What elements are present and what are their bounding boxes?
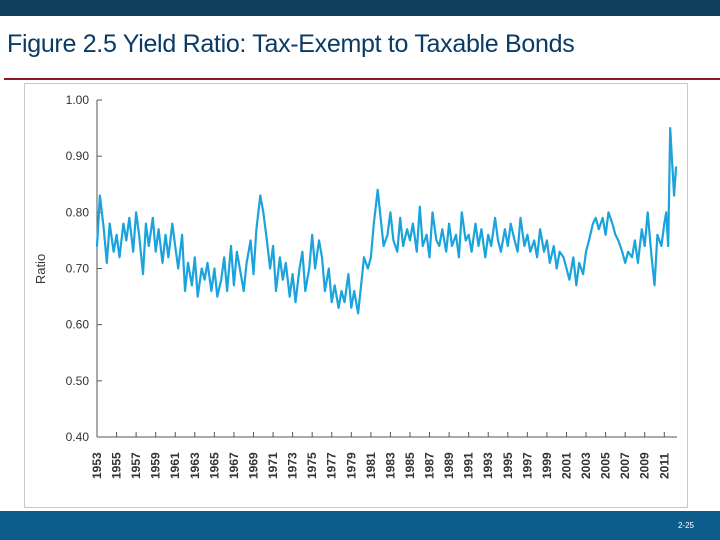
series-line — [97, 128, 676, 313]
data-point — [407, 229, 408, 230]
x-tick-label: 1985 — [402, 452, 417, 479]
x-tick-label: 1963 — [187, 452, 202, 479]
data-point — [211, 290, 212, 291]
y-tick-label: 0.70 — [65, 261, 89, 276]
data-point — [491, 245, 492, 246]
data-point — [204, 279, 205, 280]
y-tick-label: 1.00 — [65, 93, 89, 107]
yield-ratio-chart — [25, 84, 687, 507]
data-point — [230, 245, 231, 246]
data-point — [468, 234, 469, 235]
bottom-banner — [0, 511, 720, 540]
x-tick-label: 1971 — [266, 452, 281, 479]
data-point — [344, 302, 345, 303]
x-tick-label: 1969 — [246, 452, 261, 479]
data-point — [573, 257, 574, 258]
data-point — [227, 290, 228, 291]
data-point — [631, 257, 632, 258]
chart-frame — [24, 83, 688, 508]
x-tick-label: 1991 — [461, 452, 476, 479]
data-point — [275, 290, 276, 291]
data-point — [282, 279, 283, 280]
data-point — [534, 240, 535, 241]
data-point — [341, 290, 342, 291]
title-divider — [4, 78, 720, 80]
data-point — [661, 245, 662, 246]
data-point — [514, 240, 515, 241]
data-point — [246, 262, 247, 263]
data-point — [370, 257, 371, 258]
data-point — [670, 128, 671, 129]
data-point — [354, 290, 355, 291]
data-point — [605, 234, 606, 235]
data-point — [240, 274, 241, 275]
x-tick-label: 1959 — [148, 452, 163, 479]
data-point — [637, 262, 638, 263]
data-point — [446, 251, 447, 252]
data-point — [675, 167, 676, 168]
data-point — [270, 268, 271, 269]
x-tick-label: 1983 — [383, 452, 398, 479]
data-point — [543, 251, 544, 252]
data-point — [302, 251, 303, 252]
data-point — [647, 212, 648, 213]
data-point — [553, 245, 554, 246]
data-point — [139, 234, 140, 235]
series-group — [96, 128, 676, 315]
data-point — [436, 240, 437, 241]
data-point — [224, 257, 225, 258]
x-tick-label: 1967 — [226, 452, 241, 479]
data-point — [380, 217, 381, 218]
data-point — [152, 217, 153, 218]
data-point — [556, 268, 557, 269]
data-point — [207, 262, 208, 263]
data-point — [263, 212, 264, 213]
data-point — [622, 251, 623, 252]
data-point — [201, 268, 202, 269]
data-point — [625, 262, 626, 263]
data-point — [187, 262, 188, 263]
data-point — [537, 257, 538, 258]
x-tick-label: 1955 — [109, 452, 124, 479]
x-tick-label: 1975 — [305, 452, 320, 479]
data-point — [351, 307, 352, 308]
data-point — [236, 251, 237, 252]
data-point — [184, 290, 185, 291]
x-tick-label: 1993 — [481, 452, 496, 479]
data-point — [367, 268, 368, 269]
x-tick-label: 2007 — [618, 452, 633, 479]
data-point — [279, 257, 280, 258]
data-point — [260, 195, 261, 196]
data-point — [158, 229, 159, 230]
data-point — [524, 245, 525, 246]
x-tick-label: 1999 — [539, 452, 554, 479]
data-point — [488, 234, 489, 235]
data-point — [292, 274, 293, 275]
data-point — [641, 229, 642, 230]
data-point — [451, 245, 452, 246]
data-point — [133, 251, 134, 252]
data-point — [348, 274, 349, 275]
data-point — [328, 268, 329, 269]
data-point — [595, 217, 596, 218]
data-point — [387, 234, 388, 235]
data-point — [449, 223, 450, 224]
data-point — [510, 223, 511, 224]
data-point — [429, 257, 430, 258]
data-point — [507, 245, 508, 246]
y-tick-label: 0.40 — [65, 430, 89, 444]
data-point — [338, 307, 339, 308]
data-point — [592, 223, 593, 224]
data-point — [583, 274, 584, 275]
data-point — [517, 251, 518, 252]
data-point — [563, 257, 564, 258]
data-point — [233, 285, 234, 286]
x-tick-label: 2003 — [579, 452, 594, 479]
data-point — [664, 223, 665, 224]
data-point — [644, 245, 645, 246]
data-point — [315, 268, 316, 269]
data-point — [361, 285, 362, 286]
data-point — [273, 245, 274, 246]
data-point — [530, 251, 531, 252]
y-tick-label: 0.90 — [65, 149, 89, 164]
data-point — [497, 240, 498, 241]
x-tick-label: 1965 — [207, 452, 222, 479]
data-point — [475, 223, 476, 224]
data-point — [432, 212, 433, 213]
data-point — [162, 262, 163, 263]
data-point — [400, 217, 401, 218]
data-point — [471, 251, 472, 252]
data-point — [191, 285, 192, 286]
data-point — [540, 229, 541, 230]
data-point — [412, 223, 413, 224]
y-tick-label: 0.50 — [65, 373, 89, 388]
data-point — [106, 262, 107, 263]
slide-number: 2-25 — [677, 521, 694, 530]
data-point — [458, 257, 459, 258]
data-point — [142, 274, 143, 275]
data-point — [576, 285, 577, 286]
x-tick-label: 1961 — [168, 452, 183, 479]
data-point — [96, 245, 97, 246]
data-point — [403, 245, 404, 246]
data-point — [439, 245, 440, 246]
y-axis-label: Ratio — [33, 253, 48, 285]
data-point — [155, 251, 156, 252]
data-point — [178, 268, 179, 269]
data-point — [126, 240, 127, 241]
data-point — [520, 217, 521, 218]
data-point — [318, 240, 319, 241]
data-point — [217, 296, 218, 297]
data-point — [331, 302, 332, 303]
y-tick-label: 0.80 — [65, 205, 89, 220]
data-point — [145, 223, 146, 224]
x-tick-label: 2001 — [559, 452, 574, 479]
data-point — [250, 240, 251, 241]
x-tick-label: 2009 — [637, 452, 652, 479]
data-point — [197, 296, 198, 297]
data-point — [99, 195, 100, 196]
data-point — [442, 229, 443, 230]
data-point — [397, 251, 398, 252]
data-point — [221, 279, 222, 280]
data-point — [549, 262, 550, 263]
data-point — [172, 223, 173, 224]
data-point — [461, 212, 462, 213]
data-point — [419, 206, 420, 207]
data-point — [289, 296, 290, 297]
data-point — [129, 217, 130, 218]
x-tick-label: 1953 — [90, 452, 104, 479]
data-point — [312, 234, 313, 235]
data-point — [373, 223, 374, 224]
data-point — [324, 290, 325, 291]
data-point — [165, 234, 166, 235]
data-point — [377, 189, 378, 190]
data-point — [598, 229, 599, 230]
data-point — [334, 285, 335, 286]
data-point — [481, 229, 482, 230]
data-point — [615, 234, 616, 235]
data-point — [309, 268, 310, 269]
x-tick-label: 2005 — [598, 452, 613, 479]
x-tick-label: 1981 — [363, 452, 378, 479]
data-point — [422, 245, 423, 246]
data-point — [478, 245, 479, 246]
data-point — [588, 240, 589, 241]
slide-title: Figure 2.5 Yield Ratio: Tax-Exempt to Taxable Bonds — [7, 30, 575, 58]
data-point — [651, 257, 652, 258]
data-point — [116, 234, 117, 235]
x-tick-label: 1957 — [129, 452, 144, 479]
data-point — [103, 229, 104, 230]
data-point — [363, 257, 364, 258]
data-point — [175, 245, 176, 246]
data-point — [383, 245, 384, 246]
data-point — [504, 229, 505, 230]
x-tick-label: 1987 — [422, 452, 437, 479]
data-point — [612, 223, 613, 224]
data-point — [546, 240, 547, 241]
data-point — [182, 234, 183, 235]
data-point — [305, 290, 306, 291]
data-point — [295, 302, 296, 303]
y-tick-label: 0.60 — [65, 317, 89, 332]
data-point — [634, 240, 635, 241]
data-point — [485, 257, 486, 258]
top-banner — [0, 0, 720, 16]
data-point — [393, 240, 394, 241]
data-point — [266, 234, 267, 235]
data-point — [500, 251, 501, 252]
data-point — [119, 257, 120, 258]
data-point — [579, 262, 580, 263]
data-point — [214, 268, 215, 269]
data-point — [666, 212, 667, 213]
data-point — [358, 313, 359, 314]
data-point — [168, 257, 169, 258]
data-point — [136, 212, 137, 213]
data-point — [409, 240, 410, 241]
data-point — [321, 257, 322, 258]
data-point — [495, 217, 496, 218]
data-point — [416, 251, 417, 252]
x-tick-label: 1997 — [520, 452, 535, 479]
data-point — [668, 245, 669, 246]
x-tick-label: 2011 — [657, 452, 672, 479]
data-point — [657, 234, 658, 235]
x-tick-label: 1979 — [344, 452, 359, 479]
data-point — [628, 251, 629, 252]
data-point — [602, 217, 603, 218]
data-point — [109, 223, 110, 224]
x-tick-label: 1973 — [285, 452, 300, 479]
data-point — [256, 229, 257, 230]
data-point — [618, 240, 619, 241]
data-point — [426, 234, 427, 235]
data-point — [253, 274, 254, 275]
y-axis — [66, 93, 102, 444]
data-point — [299, 268, 300, 269]
data-point — [608, 212, 609, 213]
x-axis — [90, 432, 677, 479]
x-tick-label: 1977 — [324, 452, 339, 479]
data-point — [285, 262, 286, 263]
data-point — [113, 251, 114, 252]
data-point — [123, 223, 124, 224]
data-point — [390, 212, 391, 213]
data-point — [569, 279, 570, 280]
data-point — [465, 240, 466, 241]
data-point — [455, 234, 456, 235]
data-point — [566, 268, 567, 269]
x-tick-label: 1989 — [442, 452, 457, 479]
data-point — [654, 285, 655, 286]
data-point — [672, 161, 673, 162]
data-point — [148, 245, 149, 246]
x-tick-label: 1995 — [500, 452, 515, 479]
data-point — [243, 290, 244, 291]
data-point — [527, 234, 528, 235]
data-point — [674, 195, 675, 196]
data-point — [194, 257, 195, 258]
data-point — [559, 251, 560, 252]
data-point — [585, 251, 586, 252]
